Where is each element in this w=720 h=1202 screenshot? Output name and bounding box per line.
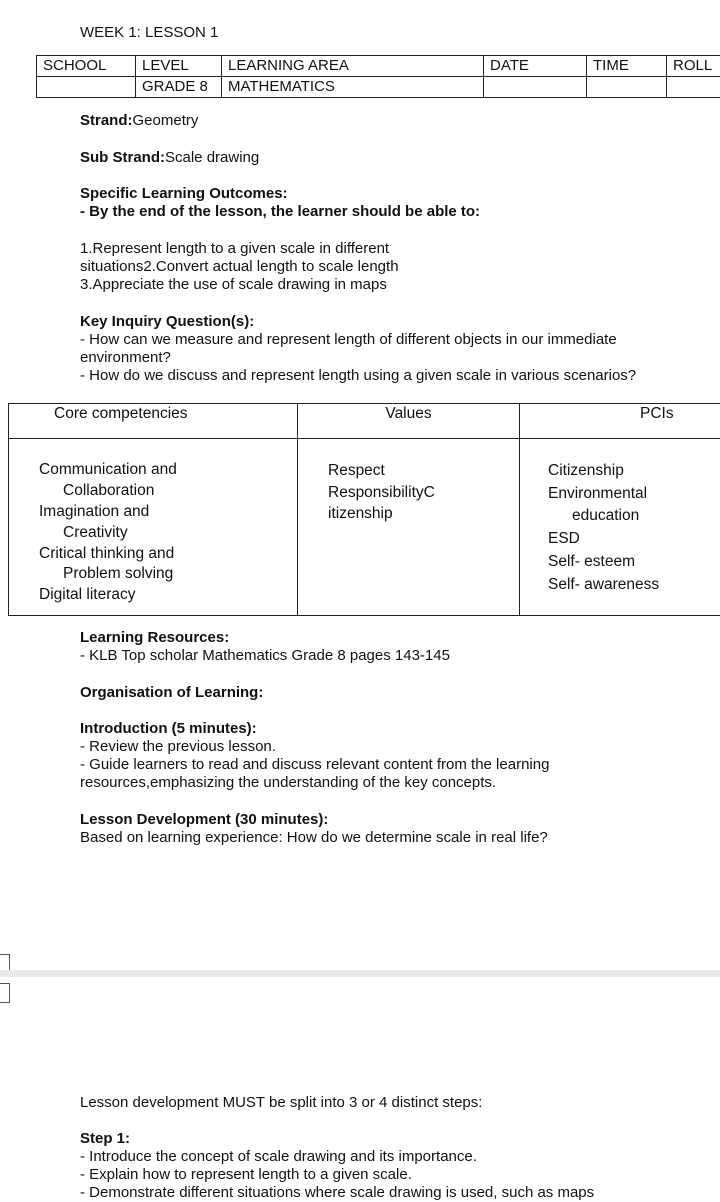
step-1-line-1: - Introduce the concept of scale drawing and its importance. — [80, 1148, 690, 1166]
competency-item: Creativity — [39, 522, 297, 543]
school-header: SCHOOL — [37, 56, 136, 77]
development-heading: Lesson Development (30 minutes): — [80, 811, 690, 829]
outcome-item-2: situations2.Convert actual length to scale length — [80, 258, 690, 276]
competency-item: Critical thinking and — [39, 543, 297, 564]
resources-item: - KLB Top scholar Mathematics Grade 8 pages 143-145 — [80, 647, 690, 665]
competency-item: Problem solving — [39, 564, 297, 584]
school-value — [37, 77, 136, 98]
competency-table — [8, 403, 720, 616]
level-value: GRADE 8 — [136, 77, 222, 98]
date-header: DATE — [484, 56, 587, 77]
inquiry-heading: Key Inquiry Question(s): — [80, 313, 690, 331]
values-cell — [298, 439, 520, 616]
pcis-cell — [520, 439, 720, 616]
competency-item: Imagination and — [39, 501, 297, 522]
value-item: ResponsibilityC — [328, 481, 519, 503]
competency-item: Digital literacy — [39, 584, 297, 605]
step-1-heading: Step 1: — [80, 1130, 690, 1148]
pcis-header: PCIs — [520, 404, 720, 439]
lesson-info-table — [36, 55, 720, 98]
competency-item: Communication and — [39, 459, 297, 480]
value-item: Respect — [328, 459, 519, 481]
page-break-divider — [0, 970, 720, 977]
sub-strand-label: Sub Strand: — [80, 149, 165, 166]
roll-value — [667, 77, 720, 98]
pci-item: Environmental — [548, 482, 720, 505]
pci-item: Self- awareness — [548, 573, 720, 596]
roll-header: ROLL — [667, 56, 720, 77]
lesson-title: WEEK 1: LESSON 1 — [80, 24, 218, 42]
competency-body-row — [9, 439, 720, 616]
competency-header-row — [9, 404, 720, 439]
outcome-item-1: 1.Represent length to a given scale in different — [80, 240, 690, 258]
strand-label: Strand: — [80, 112, 133, 129]
page2-note: Lesson development MUST be split into 3 or 4 distinct steps: — [80, 1094, 690, 1112]
time-header: TIME — [587, 56, 667, 77]
introduction-heading: Introduction (5 minutes): — [80, 720, 690, 738]
sub-strand-value: Scale drawing — [165, 149, 259, 166]
date-value — [484, 77, 587, 98]
development-text: Based on learning experience: How do we determine scale in real life? — [80, 829, 690, 847]
core-competencies-cell — [9, 439, 298, 616]
values-header: Values — [298, 404, 520, 439]
organisation-heading: Organisation of Learning: — [80, 684, 690, 702]
pci-item: Self- esteem — [548, 550, 720, 573]
outcomes-heading: Specific Learning Outcomes: — [80, 185, 690, 203]
competency-item: Collaboration — [39, 480, 297, 501]
step-1-line-2: - Explain how to represent length to a given scale. — [80, 1166, 690, 1184]
core-competencies-header: Core competencies — [9, 404, 298, 439]
level-header: LEVEL — [136, 56, 222, 77]
outcomes-intro: - By the end of the lesson, the learner should be able to: — [80, 203, 690, 221]
time-value — [587, 77, 667, 98]
sub-strand-line — [80, 149, 690, 167]
pci-item: ESD — [548, 527, 720, 550]
learning-area-value: MATHEMATICS — [222, 77, 484, 98]
info-header-row — [37, 56, 720, 77]
introduction-line-1: - Review the previous lesson. — [80, 738, 690, 756]
outcome-item-3: 3.Appreciate the use of scale drawing in maps — [80, 276, 690, 294]
resources-heading: Learning Resources: — [80, 629, 690, 647]
inquiry-question-1: - How can we measure and represent length of different objects in our immediate environment? — [80, 331, 670, 367]
strand-line — [80, 112, 690, 130]
learning-area-header: LEARNING AREA — [222, 56, 484, 77]
value-item: itizenship — [328, 503, 519, 524]
pci-item: Citizenship — [548, 459, 720, 482]
inquiry-question-2: - How do we discuss and represent length using a given scale in various scenarios? — [80, 367, 710, 385]
pci-item: education — [548, 505, 720, 527]
step-1-line-3: - Demonstrate different situations where scale drawing is used, such as maps — [80, 1184, 690, 1202]
info-value-row — [37, 77, 720, 98]
strand-value: Geometry — [133, 112, 199, 129]
page-edge-fragment — [0, 983, 10, 1003]
introduction-line-2: - Guide learners to read and discuss relevant content from the learning resources,emphasizing the understanding of the key concepts. — [80, 756, 580, 792]
